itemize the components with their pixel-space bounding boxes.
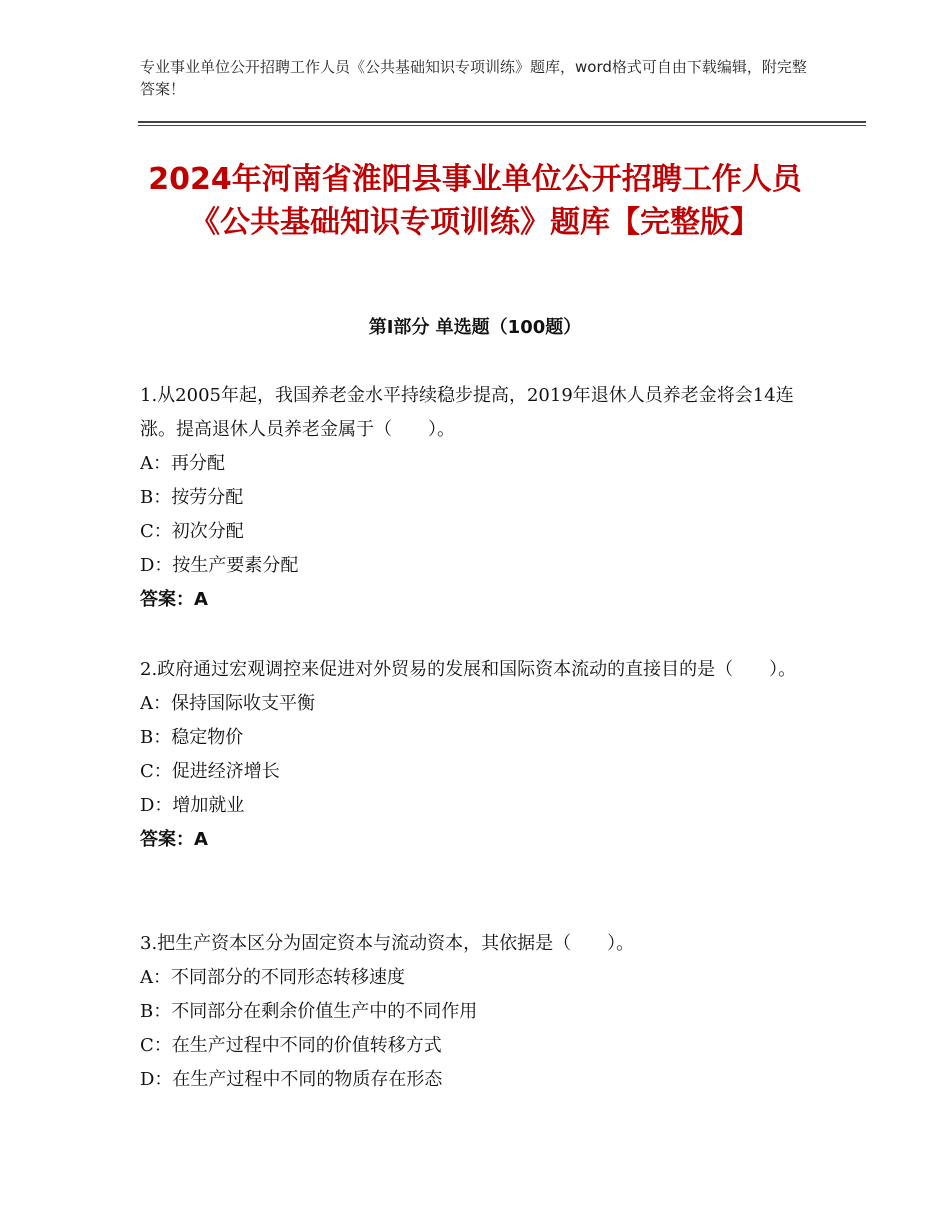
option-d: D：按生产要素分配 — [140, 555, 299, 576]
option-a: A：不同部分的不同形态转移速度 — [140, 967, 405, 988]
option-c: C：在生产过程中不同的价值转移方式 — [140, 1035, 442, 1056]
answer: 答案：A — [140, 589, 208, 610]
question-2 — [140, 653, 820, 857]
section-title: 第Ⅰ部分 单选题（100题） — [368, 317, 582, 338]
question-stem: 2.政府通过宏观调控来促进对外贸易的发展和国际资本流动的直接目的是（ ）。 — [140, 659, 797, 680]
option-d: D：增加就业 — [140, 795, 245, 816]
option-a: A：再分配 — [140, 453, 225, 474]
option-b: B：稳定物价 — [140, 727, 244, 748]
question-stem: 3.把生产资本区分为固定资本与流动资本，其依据是（ ）。 — [140, 933, 635, 954]
option-c: C：促进经济增长 — [140, 761, 280, 782]
header-rule-thick — [138, 121, 866, 123]
document-title: 2024年河南省淮阳县事业单位公开招聘工作人员《公共基础知识专项训练》题库【完整版】 — [148, 162, 802, 240]
option-b: B：不同部分在剩余价值生产中的不同作用 — [140, 1001, 478, 1022]
header-note: 专业事业单位公开招聘工作人员《公共基础知识专项训练》题库，word格式可自由下载编辑，附完整答案！ — [140, 58, 807, 98]
option-b: B：按劳分配 — [140, 487, 244, 508]
question-3 — [140, 927, 820, 1097]
option-d: D：在生产过程中不同的物质存在形态 — [140, 1069, 443, 1090]
answer: 答案：A — [140, 829, 208, 850]
question-stem: 1.从2005年起，我国养老金水平持续稳步提高，2019年退休人员养老金将会14连涨。提高退休人员养老金属于（ ）。 — [140, 385, 794, 440]
question-1 — [140, 379, 820, 617]
option-c: C：初次分配 — [140, 521, 244, 542]
option-a: A：保持国际收支平衡 — [140, 693, 315, 714]
header-rule-thin — [138, 125, 866, 126]
